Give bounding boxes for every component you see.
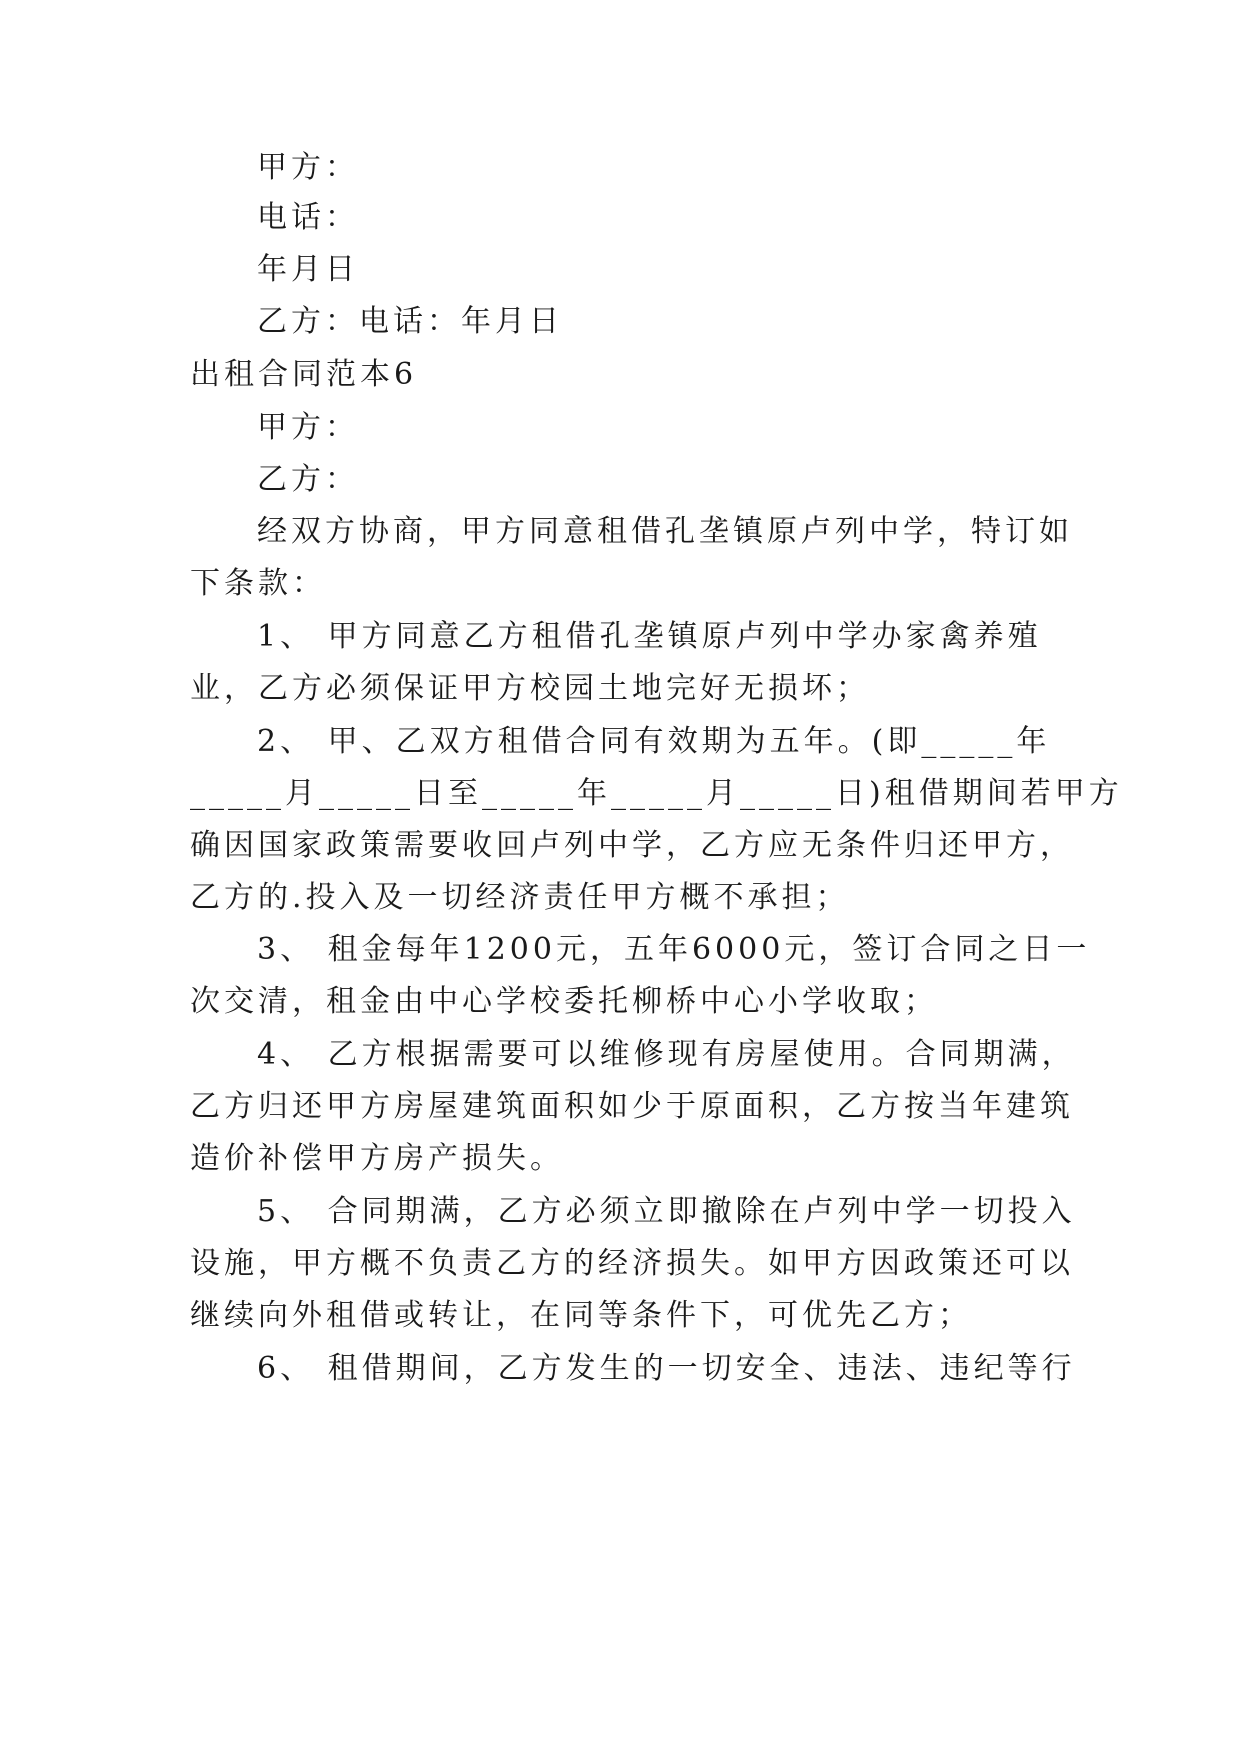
intro-paragraph-line: 下条款： (190, 566, 326, 601)
clause-5-line: 5、 合同期满，乙方必须立即撤除在卢列中学一切投入 (257, 1194, 1076, 1229)
clause-5-line: 继续向外租借或转让，在同等条件下，可优先乙方； (190, 1298, 972, 1333)
clause-1-line: 业，乙方必须保证甲方校园土地完好无损坏； (190, 671, 870, 706)
clause-4-line: 4、 乙方根据需要可以维修现有房屋使用。合同期满， (257, 1037, 1076, 1072)
section-title: 出租合同范本6 (190, 357, 418, 392)
clause-1-line: 1、 甲方同意乙方租借孔垄镇原卢列中学办家禽养殖 (257, 619, 1042, 654)
date-label: 年月日 (257, 252, 359, 287)
clause-2-line: 确因国家政策需要收回卢列中学，乙方应无条件归还甲方， (190, 828, 1074, 863)
clause-4-line: 造价补偿甲方房产损失。 (190, 1141, 564, 1176)
party-a-label: 甲方： (257, 150, 359, 185)
party-a-label: 甲方： (257, 410, 359, 445)
clause-4-line: 乙方归还甲方房屋建筑面积如少于原面积，乙方按当年建筑 (190, 1089, 1074, 1124)
clause-3-line: 3、 租金每年1200元，五年6000元，签订合同之日一 (257, 932, 1091, 967)
clause-2-line: 2、 甲、乙双方租借合同有效期为五年。(即_____年 (257, 724, 1051, 759)
party-b-signature-line: 乙方：电话：年月日 (257, 304, 563, 339)
clause-3-line: 次交清，租金由中心学校委托柳桥中心小学收取； (190, 984, 938, 1019)
clause-5-line: 设施，甲方概不负责乙方的经济损失。如甲方因政策还可以 (190, 1246, 1074, 1281)
clause-6-line: 6、 租借期间，乙方发生的一切安全、违法、违纪等行 (257, 1351, 1076, 1386)
intro-paragraph-line: 经双方协商，甲方同意租借孔垄镇原卢列中学，特订如 (257, 514, 1073, 549)
party-b-label: 乙方： (257, 462, 359, 497)
clause-2-line: 乙方的.投入及一切经济责任甲方概不承担； (190, 880, 850, 915)
phone-label: 电话： (257, 200, 359, 235)
clause-2-line: _____月_____日至_____年_____月_____日)租借期间若甲方 (190, 776, 1123, 811)
